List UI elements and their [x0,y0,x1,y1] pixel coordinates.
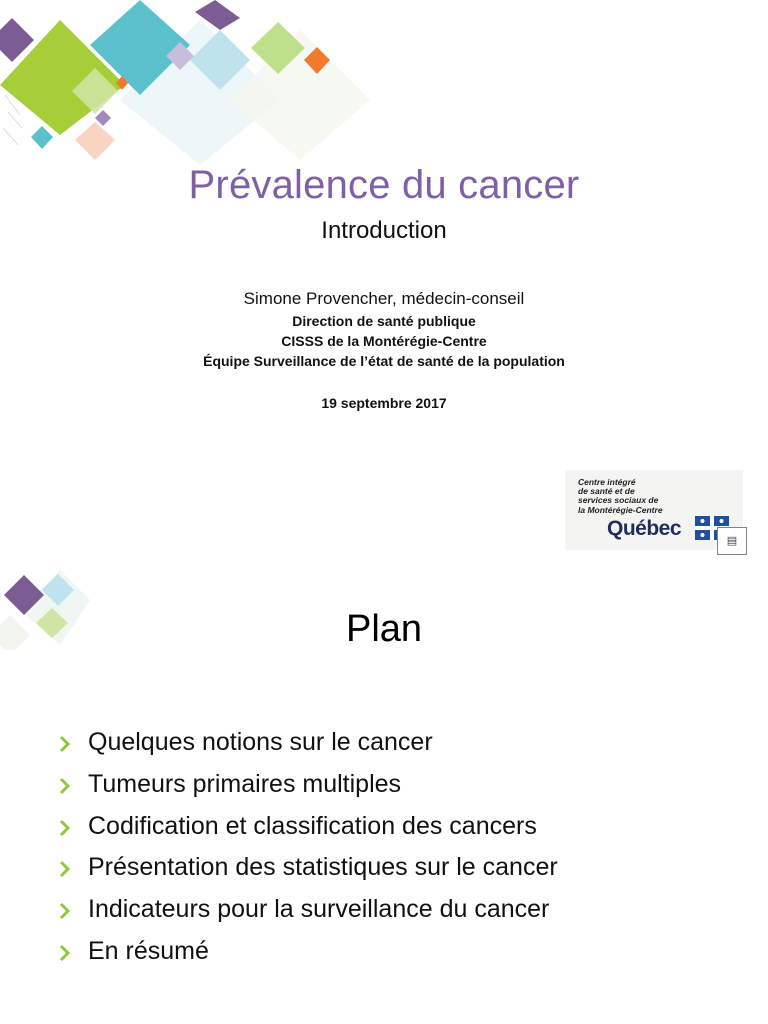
author-line: Simone Provencher, médecin-conseil [243,289,525,308]
list-item-label: Quelques notions sur le cancer [88,728,433,756]
logo-badge-icon: ▤ [717,527,747,555]
slide-title: Plan [345,608,423,650]
organization-line: Équipe Surveillance de l’état de santé de la population [203,353,565,369]
list-item-label: Indicateurs pour la surveillance du cancer [88,895,550,924]
decorative-diamonds-top [0,0,420,165]
presentation-date: 19 septembre 2017 [321,395,447,411]
organization-line: CISSS de la Montérégie-Centre [281,333,487,349]
list-item-label: En résumé [88,936,209,965]
list-item-label: Codification et classification des cancers [88,811,537,840]
chevron-right-icon [58,777,72,795]
list-item-label: Présentation des statistiques sur le cancer [88,853,558,882]
quebec-wordmark: Québec [607,517,682,540]
cisss-quebec-logo [565,470,743,550]
chevron-right-icon [58,735,72,753]
organization-line: Direction de santé publique [292,313,476,329]
chevron-right-icon [58,819,72,837]
list-item-label: Tumeurs primaires multiples [88,769,402,798]
slide-title: Prévalence du cancer [188,163,580,207]
slide-subtitle: Introduction [321,217,447,244]
chevron-right-icon [58,944,72,962]
chevron-right-icon [58,860,72,878]
chevron-right-icon [58,902,72,920]
plan-slide [0,560,768,1024]
logo-text: Centre intégré de santé et de services sociaux de la Montérégie-Centre [578,477,663,515]
